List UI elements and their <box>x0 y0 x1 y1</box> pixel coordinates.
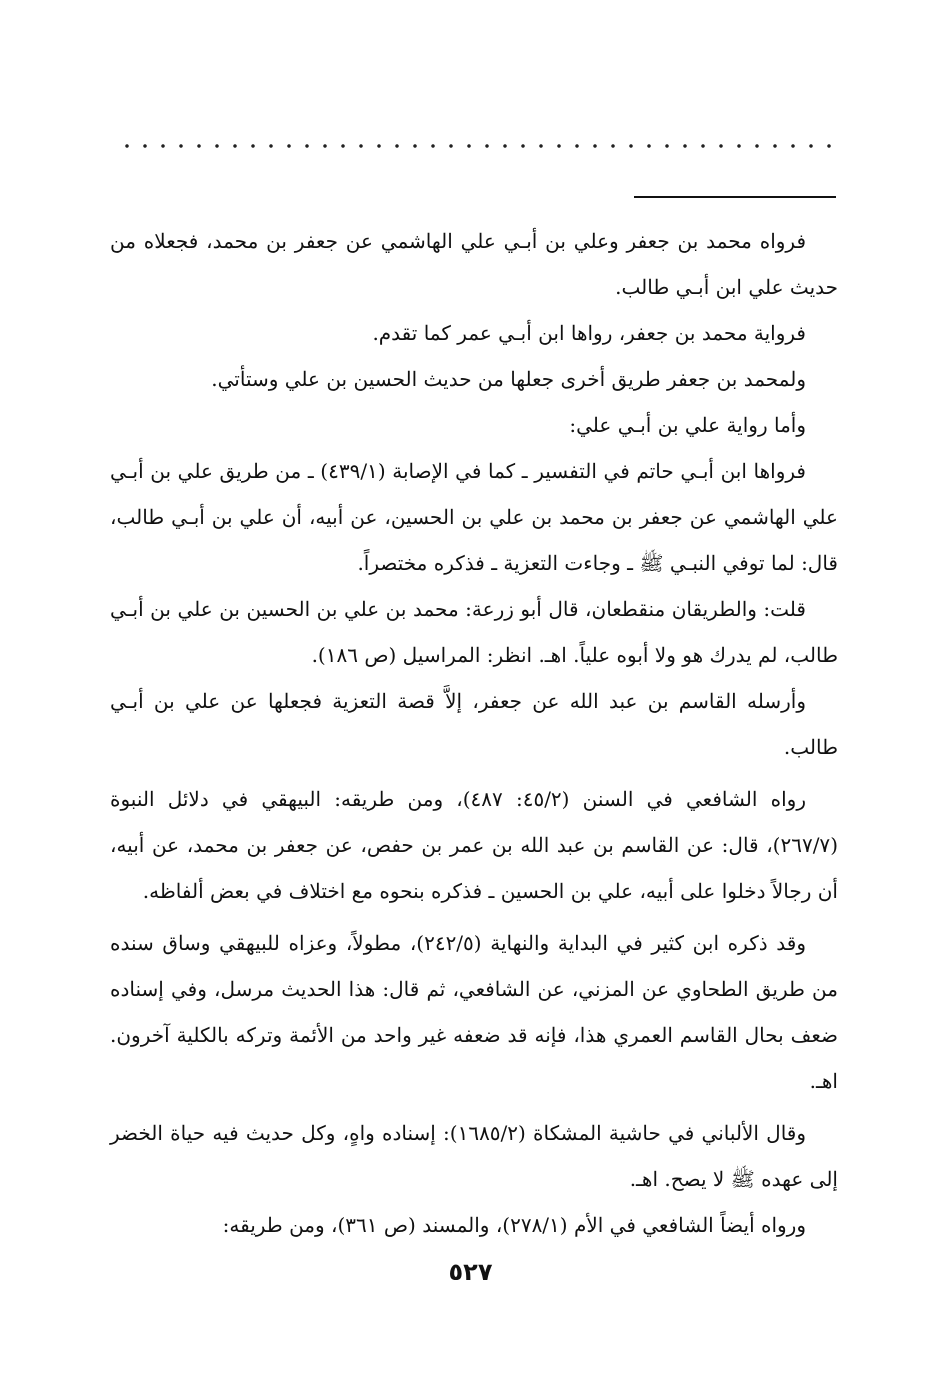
paragraph: فرواه محمد بن جعفر وعلي بن أبـي علي الهاشمي عن جعفر بن محمد، فجعلاه من حديث علي ابن أبـي طالب. <box>110 229 838 299</box>
dotted-separator <box>118 138 834 154</box>
paragraph: رواه الشافعي في السنن (٤٥/٢: ٤٨٧)، ومن طريقه: البيهقي في دلائل النبوة (٢٦٧/٧)، قال: عن القاسم بن عبد الله بن عمر بن حفص، عن جعفر بن محمد، عن أبيه، أن رجالاً دخلوا على أبيه، علي بن الحسين ـ فذكره بنحوه مع اختلاف في بعض ألفاظه. <box>110 787 838 903</box>
footnote-separator-line <box>634 196 836 198</box>
paragraph: وقال الألباني في حاشية المشكاة (١٦٨٥/٢): إسناده واهٍ، وكل حديث فيه حياة الخضر إلى عهده ﷺ لا يصح. اهـ. <box>110 1121 838 1191</box>
paragraph: ولمحمد بن جعفر طريق أخرى جعلها من حديث الحسين بن علي وستأتي. <box>211 367 806 391</box>
paragraph: وأما رواية علي بن أبـي علي: <box>569 413 806 437</box>
paragraph: قلت: والطريقان منقطعان، قال أبو زرعة: محمد بن علي بن الحسين بن علي بن أبـي طالب، لم يدرك هو ولا أبوه علياً. اهـ. انظر: المراسيل (ص ١٨٦). <box>110 597 838 667</box>
paragraph: وأرسله القاسم بن عبد الله عن جعفر، إلاَّ قصة التعزية فجعلها عن علي بن أبـي طالب. <box>110 689 838 759</box>
paragraph: فرواية محمد بن جعفر، رواها ابن أبـي عمر كما تقدم. <box>372 321 806 345</box>
page-number: ٥٢٧ <box>448 1258 493 1286</box>
paragraph: فرواها ابن أبـي حاتم في التفسير ـ كما في الإصابة (٤٣٩/١) ـ من طريق علي بن أبـي علي الهاشمي عن جعفر بن محمد بن علي بن الحسين، عن أبيه، أن علي بن أبـي طالب، قال: لما توفي النبـي ﷺ ـ وجاءت التعزية ـ فذكره مختصراً. <box>110 459 838 575</box>
paragraph: ورواه أيضاً الشافعي في الأم (٢٧٨/١)، والمسند (ص ٣٦١)، ومن طريقه: <box>222 1213 806 1237</box>
footnote-text-block <box>110 218 838 1248</box>
paragraph: وقد ذكره ابن كثير في البداية والنهاية (٢٤٢/٥)، مطولاً، وعزاه للبيهقي وساق سنده من طريق الطحاوي عن المزني، عن الشافعي، ثم قال: هذا الحديث مرسل، وفي إسناده ضعف بحال القاسم العمري هذا، فإنه قد ضعفه غير واحد من الأئمة وتركه بالكلية آخرون. اهـ. <box>110 931 838 1093</box>
